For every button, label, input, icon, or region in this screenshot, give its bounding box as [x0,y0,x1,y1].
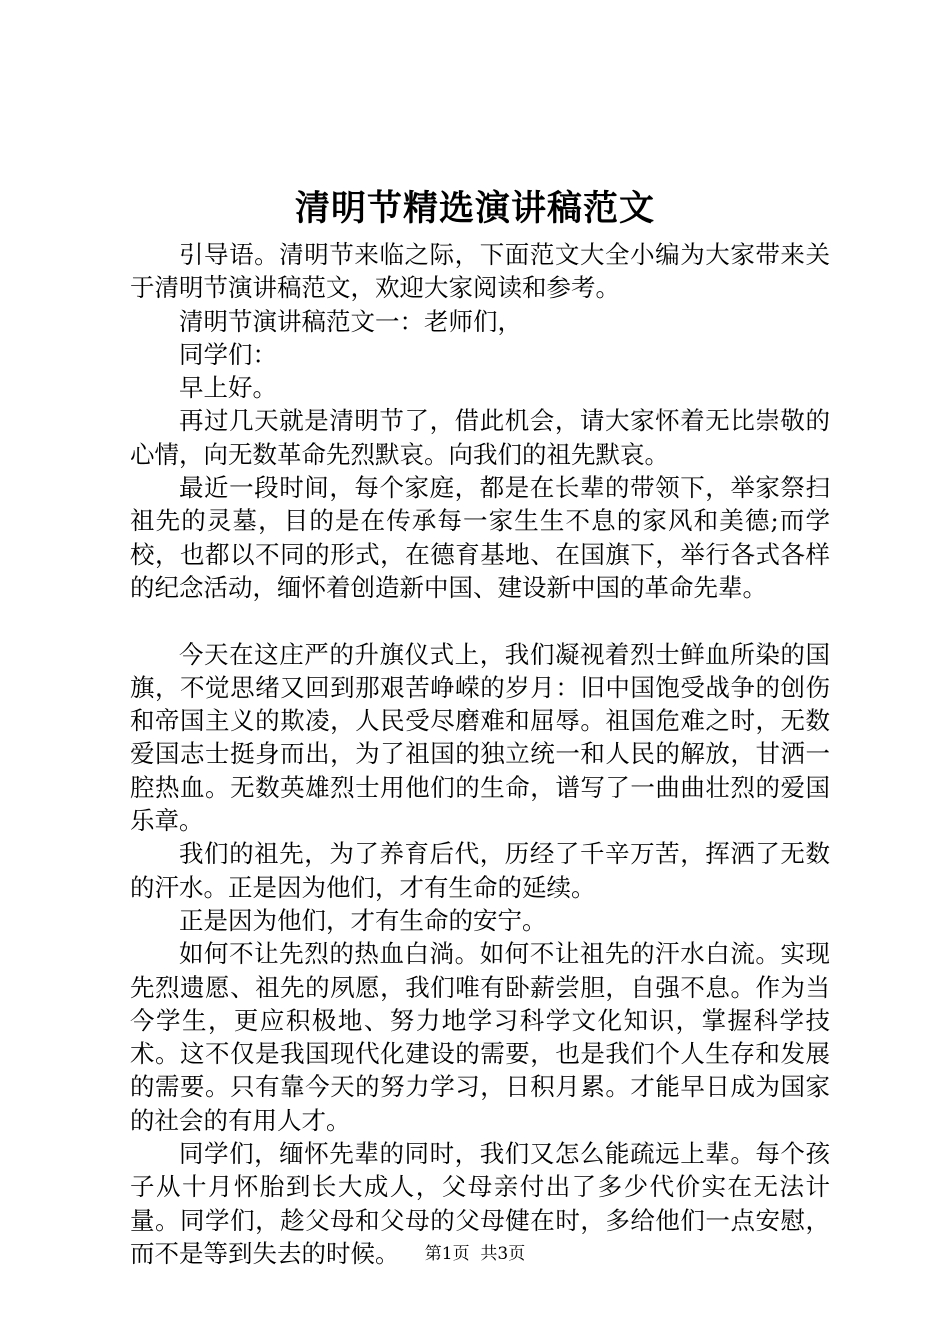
document-title: 清明节精选演讲稿范文 [294,188,655,229]
page-footer [0,1242,950,1266]
paragraph: 同学们，缅怀先辈的同时，我们又怎么能疏远上辈。每个孩子从十月怀胎到长大成人，父母亲付出了多少代价实在无法计量。同学们，趁父母和父母的父母健在时，多给他们一点安慰，而不是等到失去的时候。 [130,1139,830,1268]
paragraph-greeting-students: 同学们： [179,339,277,369]
page-number: 第1页 共3页 [424,1244,526,1264]
paragraph: 最近一段时间，每个家庭，都是在长辈的带领下，举家祭扫祖先的灵墓，目的是在传承每一家生生不息的家风和美德;而学校，也都以不同的形式，在德育基地、在国旗下，举行各式各样的纪念活动，缅怀着创造新中国、建设新中国的革命先辈。 [130,473,830,602]
paragraph-intro: 引导语。清明节来临之际，下面范文大全小编为大家带来关于清明节演讲稿范文，欢迎大家阅读和参考。 [130,240,830,303]
paragraph: 正是因为他们，才有生命的安宁。 [179,905,547,935]
paragraph: 如何不让先烈的热血白淌。如何不让祖先的汗水白流。实现先烈遗愿、祖先的夙愿，我们唯有卧薪尝胆，自强不息。作为当今学生，更应积极地、努力地学习科学文化知识，掌握科学技术。这不仅是我国现代化建设的需要，也是我们个人生存和发展的需要。只有靠今天的努力学习，日积月累。才能早日成为国家的社会的有用人才。 [130,939,830,1135]
paragraph: 今天在这庄严的升旗仪式上，我们凝视着烈士鲜血所染的国旗，不觉思绪又回到那艰苦峥嵘的岁月：旧中国饱受战争的创伤和帝国主义的欺凌，人民受尽磨难和屈辱。祖国危难之时，无数爱国志士挺身而出，为了祖国的独立统一和人民的解放，甘洒一腔热血。无数英雄烈士用他们的生命，谱写了一曲曲壮烈的爱国乐章。 [130,639,830,836]
paragraph-greeting-teachers: 清明节演讲稿范文一：老师们， [179,306,522,336]
paragraph-good-morning: 早上好。 [179,373,277,403]
document-body [130,238,830,1270]
paragraph: 再过几天就是清明节了，借此机会，请大家怀着无比崇敬的心情，向无数革命先烈默哀。向我们的祖先默哀。 [130,406,830,469]
paragraph: 我们的祖先，为了养育后代，历经了千辛万苦，挥洒了无数的汗水。正是因为他们，才有生命的延续。 [130,839,830,902]
